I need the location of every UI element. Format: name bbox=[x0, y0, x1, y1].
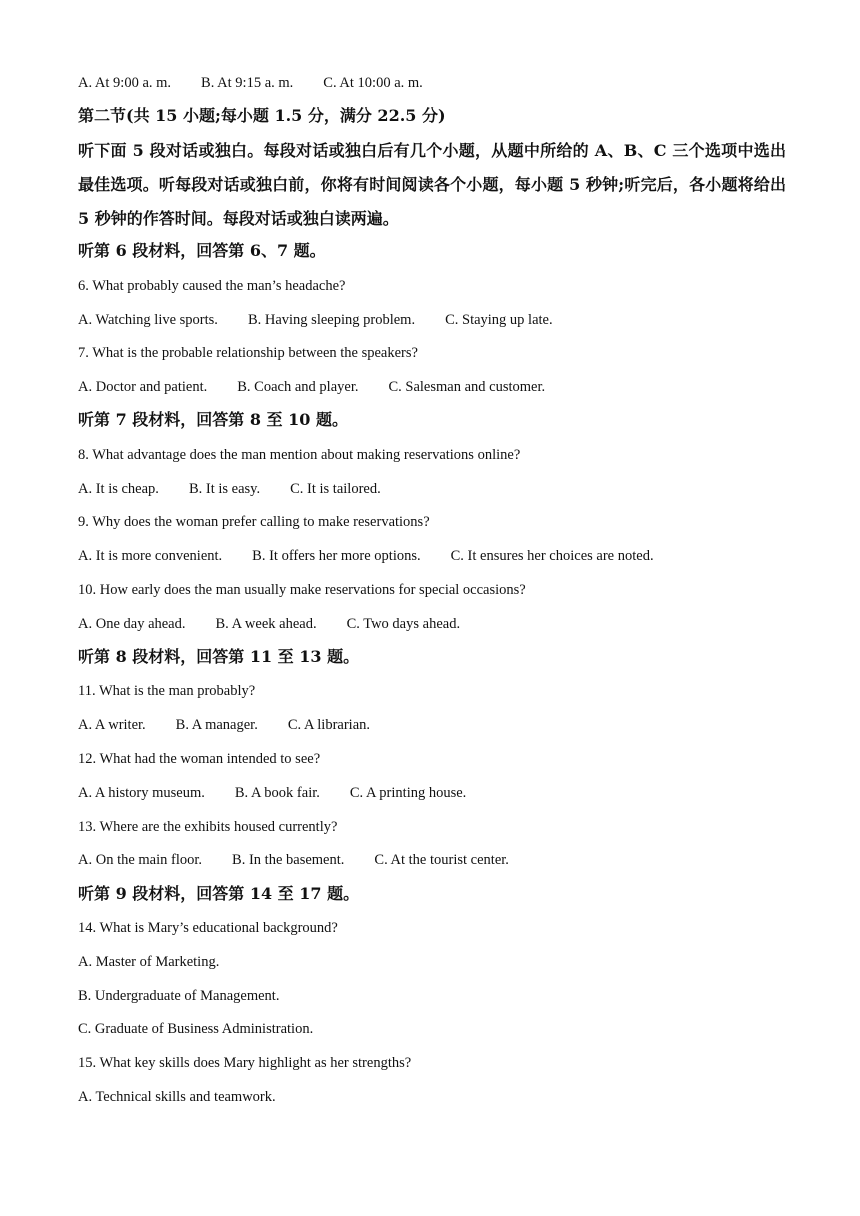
section-title: 第二节(共 15 小题;每小题 1.5 分，满分 22.5 分) bbox=[78, 106, 446, 125]
option-a: A. At 9:00 a. m. bbox=[78, 75, 172, 91]
question-14: 14. What is Mary’s educational background? bbox=[78, 920, 338, 936]
option-c: C. It is tailored. bbox=[290, 481, 381, 497]
question-13: 13. Where are the exhibits housed currently? bbox=[78, 819, 338, 835]
question-14-option-b: B. Undergraduate of Management. bbox=[78, 988, 280, 1004]
question-11-options bbox=[78, 715, 370, 735]
option-c: C. At the tourist center. bbox=[374, 852, 509, 868]
option-a: A. On the main floor. bbox=[78, 852, 203, 868]
option-a: A. A history museum. bbox=[78, 785, 205, 801]
question-6-options bbox=[78, 310, 553, 330]
option-a: A. Doctor and patient. bbox=[78, 379, 208, 395]
material-6-header: 听第 6 段材料，回答第 6、7 题。 bbox=[78, 241, 326, 260]
question-7-options bbox=[78, 377, 545, 397]
question-8-options bbox=[78, 479, 381, 499]
section-instructions: 听下面 5 段对话或独白。每段对话或独白后有几个小题，从题中所给的 A、B、C 三个选项中选出最佳选项。听每段对话或独白前，你将有时间阅读各个小题，每小题 5 秒钟;听完后，各小题将给出 5 秒钟的作答时间。每段对话或独白读两遍。 bbox=[78, 141, 786, 228]
question-12: 12. What had the woman intended to see? bbox=[78, 751, 321, 767]
question-7: 7. What is the probable relationship between the speakers? bbox=[78, 345, 418, 361]
option-a: A. Watching live sports. bbox=[78, 312, 218, 328]
option-c: C. A librarian. bbox=[287, 717, 371, 733]
question-15: 15. What key skills does Mary highlight as her strengths? bbox=[78, 1055, 412, 1071]
option-a: A. One day ahead. bbox=[78, 616, 186, 632]
option-b: B. Coach and player. bbox=[237, 379, 359, 395]
option-c: C. Two days ahead. bbox=[346, 616, 461, 632]
material-9-header: 听第 9 段材料，回答第 14 至 17 题。 bbox=[78, 884, 360, 903]
question-10-options bbox=[78, 614, 460, 634]
question-8: 8. What advantage does the man mention about making reservations online? bbox=[78, 447, 521, 463]
option-a: A. It is more convenient. bbox=[78, 548, 223, 564]
option-b: B. At 9:15 a. m. bbox=[201, 75, 294, 91]
material-7-header: 听第 7 段材料，回答第 8 至 10 题。 bbox=[78, 410, 348, 429]
option-b: B. In the basement. bbox=[232, 852, 345, 868]
material-8-header: 听第 8 段材料，回答第 11 至 13 题。 bbox=[78, 647, 360, 666]
question-15-option-a: A. Technical skills and teamwork. bbox=[78, 1089, 276, 1105]
option-b: B. A manager. bbox=[175, 717, 258, 733]
question-9: 9. Why does the woman prefer calling to make reservations? bbox=[78, 514, 430, 530]
option-a: A. It is cheap. bbox=[78, 481, 159, 497]
question-9-options bbox=[78, 546, 654, 566]
q5-options bbox=[78, 73, 423, 93]
option-c: C. Staying up late. bbox=[445, 312, 553, 328]
question-10: 10. How early does the man usually make reservations for special occasions? bbox=[78, 582, 526, 598]
option-c: C. A printing house. bbox=[349, 785, 467, 801]
option-b: B. A week ahead. bbox=[215, 616, 317, 632]
question-12-options bbox=[78, 783, 466, 803]
option-c: C. It ensures her choices are noted. bbox=[450, 548, 654, 564]
option-b: B. It is easy. bbox=[188, 481, 261, 497]
question-14-option-c: C. Graduate of Business Administration. bbox=[78, 1021, 314, 1037]
option-a: A. A writer. bbox=[78, 717, 146, 733]
option-b: B. Having sleeping problem. bbox=[247, 312, 416, 328]
question-13-options bbox=[78, 850, 509, 870]
question-6: 6. What probably caused the man’s headache? bbox=[78, 278, 346, 294]
option-b: B. A book fair. bbox=[234, 785, 320, 801]
option-c: C. Salesman and customer. bbox=[388, 379, 546, 395]
option-b: B. It offers her more options. bbox=[252, 548, 421, 564]
question-11: 11. What is the man probably? bbox=[78, 683, 256, 699]
question-14-option-a: A. Master of Marketing. bbox=[78, 954, 220, 970]
option-c: C. At 10:00 a. m. bbox=[323, 75, 423, 91]
